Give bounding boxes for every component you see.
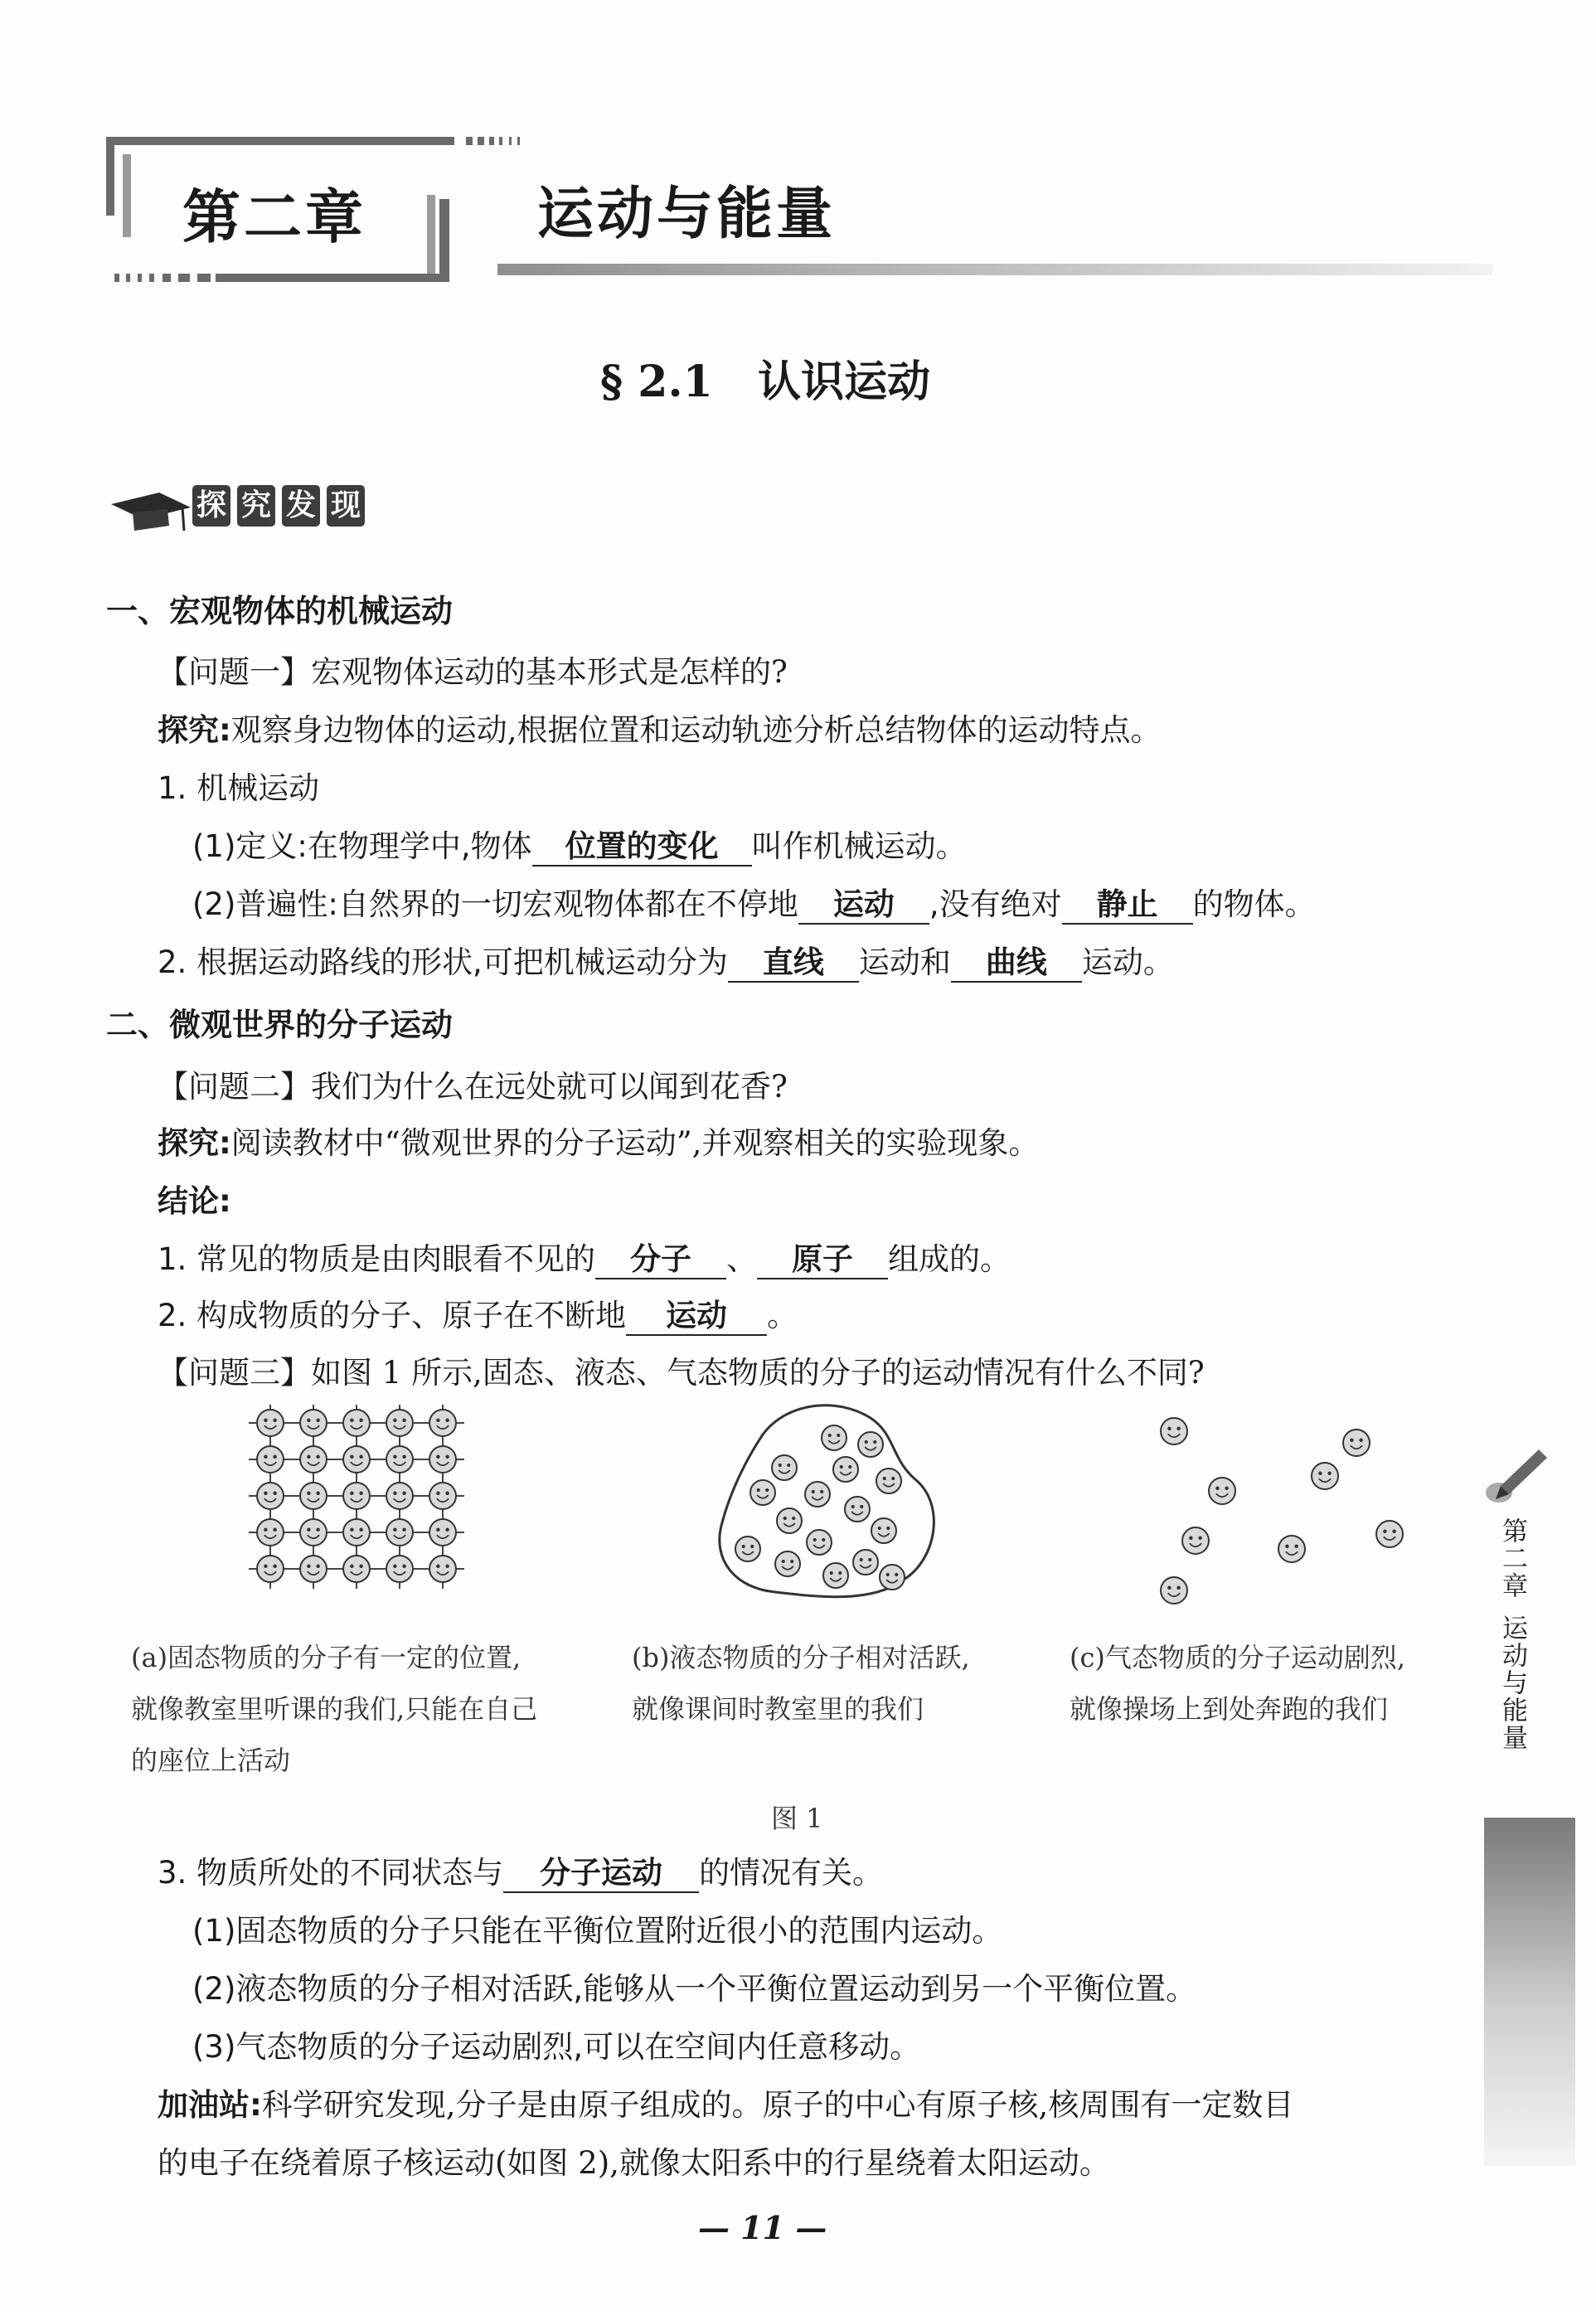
molecule-icon (1278, 1536, 1305, 1562)
molecule-icon (257, 1483, 284, 1509)
conclusion-3: 3. 物质所处的不同状态与 分子运动 的情况有关。 (158, 1847, 883, 1893)
molecule-icon (300, 1519, 327, 1546)
conclusion-1: 1. 常见的物质是由肉眼看不见的 分子 、 原子 组成的。 (158, 1234, 1011, 1279)
tip-line-2: 的电子在绕着原子核运动(如图 2),就像太阳系中的行星绕着太阳运动。 (158, 2145, 1110, 2181)
badge-char: 发 (282, 485, 320, 527)
molecule-icon (1312, 1463, 1338, 1489)
answer-blank: 静止 (1062, 887, 1193, 925)
state-solid: (1)固态物质的分子只能在平衡位置附近很小的范围内运动。 (192, 1913, 1003, 1949)
molecule-icon (1343, 1430, 1370, 1456)
question-three: 【问题三】如图 1 所示,固态、液态、气态物质的分子的运动情况有什么不同? (158, 1355, 1205, 1391)
molecule-icon (777, 1508, 802, 1533)
molecule-icon (1161, 1577, 1187, 1604)
definition-line: (1)定义:在物理学中,物体 位置的变化 叫作机械运动。 (192, 821, 967, 867)
part1-heading: 一、宏观物体的机械运动 (106, 593, 454, 629)
answer-blank: 原子 (757, 1242, 888, 1279)
tip-line-1: 加油站:科学研究发现,分子是由原子组成的。原子的中心有原子核,核周围有一定数目 (158, 2087, 1294, 2123)
chapter-header (99, 133, 1492, 290)
answer-blank: 分子 (595, 1242, 726, 1279)
molecule-icon (772, 1455, 797, 1480)
caption-gas: (c)气态物质的分子运动剧烈, 就像操场上到处奔跑的我们 (1070, 1642, 1406, 1725)
molecule-icon (876, 1469, 901, 1493)
molecule-icon (257, 1556, 284, 1582)
molecule-icon (1161, 1418, 1187, 1444)
explore-line-2: 探究:阅读教材中“微观世界的分子运动”,并观察相关的实验现象。 (158, 1125, 1040, 1161)
molecule-icon (1209, 1478, 1235, 1504)
side-tab-title: 运动与能量 (1497, 1614, 1527, 1751)
page-number: — 11 — (698, 2209, 827, 2246)
molecule-icon (300, 1483, 327, 1509)
figure-solid-molecules (240, 1401, 473, 1600)
molecule-icon (822, 1425, 847, 1450)
explore-line-1: 探究:观察身边物体的运动,根据位置和运动轨迹分析总结物体的运动特点。 (158, 712, 1162, 748)
answer-blank: 分子运动 (503, 1856, 699, 1893)
molecule-icon (429, 1410, 456, 1436)
molecule-icon (300, 1446, 327, 1473)
part2-heading: 二、微观世界的分子运动 (106, 1007, 454, 1043)
chapter-title: 运动与能量 (537, 182, 837, 247)
molecule-icon (257, 1410, 284, 1436)
molecule-icon (343, 1483, 370, 1509)
badge-char: 探 (192, 485, 230, 527)
figure-gas-molecules (1144, 1401, 1409, 1609)
side-tab-bar (1484, 1818, 1575, 2166)
answer-blank: 运动 (798, 887, 929, 925)
item-mechanical-motion: 1. 机械运动 (158, 770, 320, 806)
molecule-icon (257, 1519, 284, 1546)
molecule-icon (871, 1518, 896, 1543)
molecule-icon (300, 1410, 327, 1436)
molecule-icon (386, 1556, 413, 1582)
side-tab-chapter: 第二章 (1497, 1517, 1527, 1600)
mortarboard-icon (109, 489, 192, 539)
molecule-icon (386, 1519, 413, 1546)
molecule-icon (1376, 1521, 1403, 1547)
molecule-icon (845, 1497, 870, 1522)
badge-char: 现 (327, 485, 365, 527)
section-title: § 2.1 认识运动 (600, 357, 931, 407)
molecule-icon (858, 1432, 883, 1457)
answer-blank: 直线 (728, 945, 859, 983)
molecule-icon (257, 1446, 284, 1473)
molecule-icon (429, 1519, 456, 1546)
molecule-icon (833, 1457, 858, 1482)
molecule-icon (823, 1563, 848, 1588)
universality-line: (2)普遍性:自然界的一切宏观物体都在不停地 运动 ,没有绝对 静止 的物体。 (192, 879, 1316, 925)
molecule-icon (807, 1530, 832, 1555)
molecule-icon (386, 1410, 413, 1436)
molecule-icon (343, 1446, 370, 1473)
molecule-icon (853, 1550, 878, 1575)
molecule-icon (343, 1410, 370, 1436)
answer-blank: 位置的变化 (532, 829, 752, 867)
molecule-icon (429, 1556, 456, 1582)
question-two: 【问题二】我们为什么在远处就可以闻到花香? (158, 1069, 788, 1105)
state-gas: (3)气态物质的分子运动剧烈,可以在空间内任意移动。 (192, 2029, 921, 2065)
molecule-icon (343, 1556, 370, 1582)
answer-blank: 运动 (626, 1299, 767, 1336)
molecule-icon (735, 1537, 760, 1561)
pencil-icon (1476, 1443, 1567, 1509)
molecule-icon (805, 1482, 830, 1507)
figure-liquid-molecules (713, 1401, 945, 1609)
conclusion-2: 2. 构成物质的分子、原子在不断地 运动 。 (158, 1290, 798, 1336)
molecule-icon (429, 1446, 456, 1473)
molecule-icon (386, 1446, 413, 1473)
figure-label: 图 1 (771, 1803, 823, 1834)
chapter-label: 第二章 (182, 183, 366, 251)
motion-classification: 2. 根据运动路线的形状,可把机械运动分为 直线 运动和 曲线 运动。 (158, 937, 1174, 983)
side-tab (1476, 1443, 1567, 1751)
question-one: 【问题一】宏观物体运动的基本形式是怎样的? (158, 654, 788, 690)
molecule-icon (1182, 1527, 1209, 1554)
caption-solid: (a)固态物质的分子有一定的位置, 就像教室里听课的我们,只能在自己 的座位上活动 (131, 1642, 538, 1776)
molecule-icon (750, 1480, 775, 1505)
molecule-icon (386, 1483, 413, 1509)
molecule-icon (775, 1551, 800, 1576)
conclusion-label: 结论: (158, 1183, 231, 1219)
molecule-icon (300, 1556, 327, 1582)
molecule-icon (343, 1519, 370, 1546)
molecule-icon (429, 1483, 456, 1509)
molecule-icon (880, 1565, 905, 1590)
badge-char: 究 (237, 485, 275, 527)
state-liquid: (2)液态物质的分子相对活跃,能够从一个平衡位置运动到另一个平衡位置。 (192, 1971, 1197, 2007)
caption-liquid: (b)液态物质的分子相对活跃, 就像课间时教室里的我们 (632, 1642, 970, 1725)
title-underbar (497, 264, 1492, 275)
answer-blank: 曲线 (951, 945, 1082, 983)
